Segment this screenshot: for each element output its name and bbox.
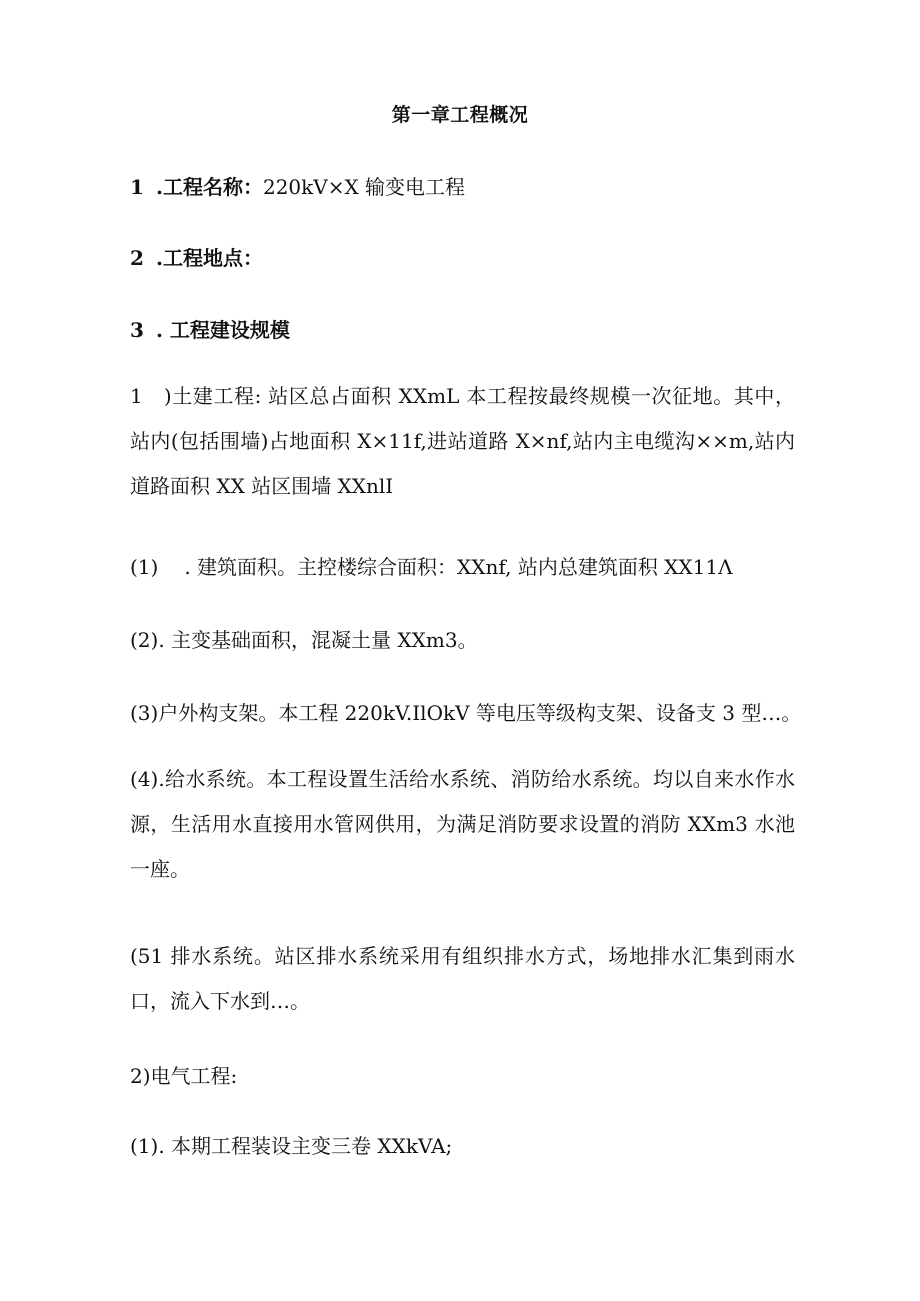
heading-label: .工程地点： bbox=[156, 246, 263, 270]
heading-number: 3 bbox=[130, 318, 144, 342]
heading-project-location bbox=[130, 242, 263, 271]
heading-project-name bbox=[130, 171, 465, 200]
item-outdoor-structures: (3)户外构支架。本工程 220kV.IlOkV 等电压等级构支架、设备支 3 型…。 bbox=[130, 701, 802, 725]
heading-label: .工程名称： bbox=[156, 175, 263, 199]
item-number: (1) bbox=[130, 555, 159, 579]
item-main-transformer: (1). 本期工程装设主变三卷 XXkVA; bbox=[130, 1134, 453, 1158]
item-text: . 建筑面积。主控楼综合面积：XXnf, 站内总建筑面积 XX11Λ bbox=[184, 555, 733, 579]
item-water-supply: (4).给水系统。本工程设置生活给水系统、消防给水系统。均以自来水作水源，生活用水直接用水管网供用，为满足消防要求设置的消防 XXm3 水池一座。 bbox=[130, 767, 795, 881]
civil-works-paragraph: 1 )土建工程: 站区总占面积 XXmL 本工程按最终规模一次征地。其中，站内(包括围墙)占地面积 X×11f,进站道路 X×nf,站内主电缆沟××m,站内道路面积 XX 站区围墙 XXnlI bbox=[130, 384, 795, 498]
project-name-value: 220kV×X 输变电工程 bbox=[262, 175, 466, 199]
chapter-title: 第一章工程概况 bbox=[391, 104, 529, 126]
item-drainage: (51 排水系统。站区排水系统采用有组织排水方式，场地排水汇集到雨水口，流入下水到…。 bbox=[130, 944, 795, 1013]
electrical-works-heading: 2)电气工程: bbox=[130, 1064, 238, 1088]
heading-project-scale bbox=[130, 314, 290, 343]
item-transformer-foundation: (2). 主变基础面积，混凝土量 XXm3。 bbox=[130, 628, 478, 652]
heading-number: 2 bbox=[130, 246, 144, 270]
heading-label: . 工程建设规模 bbox=[156, 318, 290, 342]
heading-number: 1 bbox=[130, 175, 144, 199]
item-building-area bbox=[130, 551, 733, 580]
